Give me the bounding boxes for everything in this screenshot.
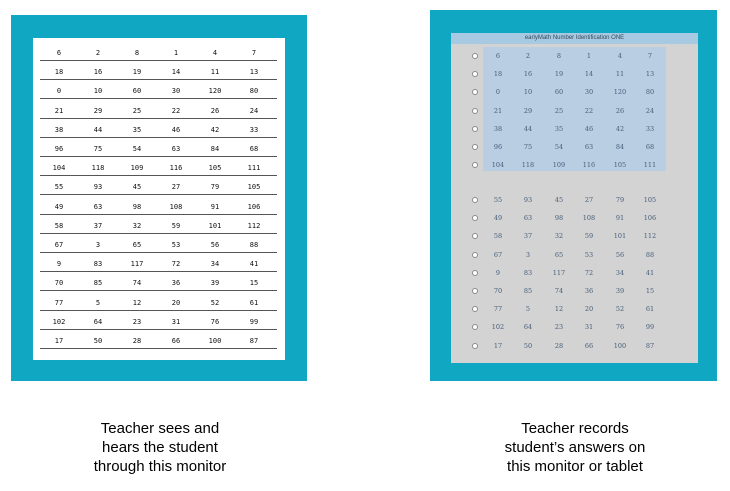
sheet-number: 111: [247, 164, 261, 173]
answer-cell[interactable]: 56: [615, 250, 625, 259]
sheet-number: 8: [134, 49, 140, 57]
answer-cell[interactable]: 21: [493, 106, 503, 115]
sheet-row: [40, 253, 277, 272]
answer-cell[interactable]: 7: [647, 52, 653, 60]
sheet-number: 6: [56, 49, 62, 57]
answer-cell[interactable]: 25: [554, 106, 564, 115]
sheet-row: [40, 119, 277, 138]
answer-row: [451, 49, 698, 63]
answer-cell[interactable]: 79: [615, 196, 625, 204]
sheet-number: 118: [91, 164, 105, 173]
row-select-radio[interactable]: [472, 324, 478, 330]
sheet-number: 106: [247, 202, 261, 211]
sheet-number: 75: [93, 145, 103, 153]
recording-app-screen: [451, 33, 698, 363]
sheet-number: 63: [171, 145, 181, 153]
sheet-number: 30: [171, 87, 181, 96]
answer-cell[interactable]: 112: [643, 232, 657, 241]
sheet-row: [40, 292, 277, 311]
sheet-number: 0: [56, 87, 62, 96]
row-select-radio[interactable]: [472, 126, 478, 132]
sheet-number: 18: [54, 68, 64, 77]
answer-cell[interactable]: 9: [495, 268, 501, 277]
answer-cell[interactable]: 91: [615, 214, 625, 223]
sheet-row: [40, 330, 277, 349]
sheet-number: 60: [132, 87, 142, 96]
sheet-number: 31: [171, 317, 181, 326]
sheet-number: 117: [130, 260, 144, 269]
sheet-number: 5: [95, 298, 101, 307]
answer-row: [451, 302, 698, 316]
sheet-number: 17: [54, 337, 64, 345]
answer-cell[interactable]: 29: [523, 106, 533, 115]
sheet-number: 42: [210, 125, 220, 134]
answer-row: [451, 320, 698, 334]
sheet-number: 76: [210, 317, 220, 326]
answer-cell[interactable]: 101: [613, 232, 627, 241]
answer-cell[interactable]: 46: [584, 124, 594, 133]
recording-monitor: [430, 10, 717, 381]
sheet-row: [40, 100, 277, 119]
answer-cell[interactable]: 45: [554, 196, 564, 204]
sheet-number: 50: [93, 337, 103, 345]
answer-cell[interactable]: 88: [645, 250, 655, 259]
row-select-radio[interactable]: [472, 343, 478, 349]
sheet-number: 99: [249, 317, 259, 326]
answer-cell[interactable]: 104: [491, 161, 505, 170]
answer-cell[interactable]: 4: [617, 52, 623, 60]
sheet-number: 16: [93, 68, 103, 77]
sheet-number: 105: [247, 183, 261, 192]
answer-cell[interactable]: 22: [584, 106, 594, 115]
answer-cell[interactable]: 61: [645, 305, 655, 314]
sheet-number: 7: [251, 49, 257, 57]
answer-cell[interactable]: 70: [493, 287, 503, 295]
row-select-radio[interactable]: [472, 288, 478, 294]
answer-cell[interactable]: 20: [584, 305, 594, 314]
sheet-row: [40, 138, 277, 157]
answer-cell[interactable]: 19: [554, 70, 564, 79]
answer-cell[interactable]: 31: [584, 323, 594, 332]
sheet-number: 108: [169, 202, 183, 211]
sheet-row: [40, 196, 277, 215]
answer-cell[interactable]: 87: [645, 341, 655, 350]
answer-cell[interactable]: 55: [493, 196, 503, 204]
answer-row: [451, 284, 698, 298]
sheet-number: 120: [208, 87, 222, 96]
answer-cell[interactable]: 41: [645, 268, 655, 277]
answer-cell[interactable]: 54: [554, 143, 564, 151]
answer-cell[interactable]: 36: [584, 287, 594, 295]
row-select-radio[interactable]: [472, 144, 478, 150]
sheet-number: 100: [208, 337, 222, 345]
sheet-number: 21: [54, 106, 64, 115]
answer-cell[interactable]: 16: [523, 70, 533, 79]
answer-cell[interactable]: 105: [643, 196, 657, 204]
sheet-number: 25: [132, 106, 142, 115]
sheet-row: [40, 61, 277, 80]
sheet-number: 91: [210, 202, 220, 211]
sheet-row: [40, 157, 277, 176]
sheet-number: 101: [208, 221, 222, 230]
answer-cell[interactable]: 109: [552, 161, 566, 170]
sheet-number: 11: [210, 68, 220, 77]
left-caption: Teacher sees and hears the student through this monitor: [93, 420, 227, 475]
sheet-number: 23: [132, 317, 142, 326]
sheet-number: 109: [130, 164, 144, 173]
answer-cell[interactable]: 116: [582, 161, 596, 170]
answer-cell[interactable]: 38: [493, 124, 503, 133]
answer-cell[interactable]: 14: [584, 70, 594, 79]
answer-cell[interactable]: 64: [523, 323, 533, 332]
sheet-number: 65: [132, 241, 142, 249]
answer-cell[interactable]: 30: [584, 88, 594, 97]
row-select-radio[interactable]: [472, 306, 478, 312]
answer-cell[interactable]: 5: [525, 305, 531, 314]
sheet-number: 29: [93, 106, 103, 115]
answer-cell[interactable]: 72: [584, 268, 594, 277]
sheet-number: 80: [249, 87, 259, 96]
answer-cell[interactable]: 13: [645, 70, 655, 79]
sheet-number: 55: [54, 183, 64, 192]
answer-cell[interactable]: 98: [554, 214, 564, 223]
row-select-radio[interactable]: [472, 89, 478, 95]
answer-cell[interactable]: 85: [523, 287, 533, 295]
answer-cell[interactable]: 74: [554, 287, 564, 295]
answer-cell[interactable]: 33: [645, 124, 655, 133]
sheet-number: 26: [210, 106, 220, 115]
answer-cell[interactable]: 117: [552, 268, 566, 277]
sheet-number: 79: [210, 183, 220, 192]
answer-cell[interactable]: 65: [554, 250, 564, 259]
row-select-radio[interactable]: [472, 162, 478, 168]
sheet-number: 20: [171, 298, 181, 307]
answer-cell[interactable]: 3: [525, 250, 531, 259]
answer-cell[interactable]: 63: [523, 214, 533, 223]
row-select-radio[interactable]: [472, 197, 478, 203]
sheet-number: 68: [249, 145, 259, 153]
sheet-number: 38: [54, 125, 64, 134]
answer-cell[interactable]: 15: [645, 287, 655, 295]
answer-row: [451, 158, 698, 172]
answer-row: [451, 339, 698, 353]
answer-cell[interactable]: 11: [615, 70, 625, 79]
answer-cell[interactable]: 59: [584, 232, 594, 241]
answer-cell[interactable]: 18: [493, 70, 503, 79]
answer-cell[interactable]: 23: [554, 323, 564, 332]
sheet-number: 59: [171, 221, 181, 230]
sheet-number: 85: [93, 279, 103, 288]
sheet-number: 19: [132, 68, 142, 77]
answer-cell[interactable]: 108: [582, 214, 596, 223]
sheet-number: 22: [171, 106, 181, 115]
answer-cell[interactable]: 76: [615, 323, 625, 332]
answer-cell[interactable]: 93: [523, 196, 533, 204]
sheet-number: 77: [54, 298, 64, 307]
answer-cell[interactable]: 32: [554, 232, 564, 241]
sheet-number: 58: [54, 221, 64, 230]
answer-cell[interactable]: 27: [584, 196, 594, 204]
answer-cell[interactable]: 34: [615, 268, 625, 277]
sheet-number: 37: [93, 221, 103, 230]
answer-cell[interactable]: 35: [554, 124, 564, 133]
sheet-row: [40, 80, 277, 99]
right-caption: Teacher records student’s answers on this monitor or tablet: [504, 420, 646, 475]
sheet-number: 102: [52, 317, 66, 326]
answer-cell[interactable]: 17: [493, 341, 503, 350]
sheet-number: 41: [249, 260, 259, 269]
sheet-number: 15: [249, 279, 259, 288]
answer-cell[interactable]: 106: [643, 214, 657, 223]
sheet-number: 70: [54, 279, 64, 288]
sheet-row: [40, 215, 277, 234]
number-sheet: [33, 38, 285, 360]
sheet-number: 112: [247, 221, 261, 230]
answer-row: [451, 85, 698, 99]
sheet-number: 9: [56, 260, 62, 269]
sheet-number: 28: [132, 337, 142, 345]
answer-cell[interactable]: 42: [615, 124, 625, 133]
answer-row: [451, 122, 698, 136]
sheet-number: 14: [171, 68, 181, 77]
answer-cell[interactable]: 66: [584, 341, 594, 350]
answer-row: [451, 104, 698, 118]
sheet-number: 98: [132, 202, 142, 211]
sheet-row: [40, 311, 277, 330]
answer-cell[interactable]: 96: [493, 143, 503, 151]
answer-cell[interactable]: 28: [554, 341, 564, 350]
student-view-monitor: [11, 15, 307, 381]
sheet-number: 54: [132, 145, 142, 153]
sheet-number: 105: [208, 164, 222, 173]
sheet-number: 61: [249, 298, 259, 307]
answer-cell[interactable]: 68: [645, 143, 655, 151]
sheet-number: 3: [95, 241, 101, 249]
answer-row: [451, 193, 698, 207]
sheet-number: 27: [171, 183, 181, 192]
answer-cell[interactable]: 102: [491, 323, 505, 332]
sheet-number: 53: [171, 241, 181, 249]
sheet-number: 10: [93, 87, 103, 96]
sheet-number: 66: [171, 337, 181, 345]
sheet-number: 1: [173, 49, 179, 57]
sheet-number: 36: [171, 279, 181, 288]
row-select-radio[interactable]: [472, 270, 478, 276]
answer-cell[interactable]: 60: [554, 88, 564, 97]
answer-cell[interactable]: 52: [615, 305, 625, 314]
answer-cell[interactable]: 1: [586, 52, 592, 60]
sheet-number: 24: [249, 106, 259, 115]
answer-row: [451, 140, 698, 154]
sheet-number: 116: [169, 164, 183, 173]
answer-cell[interactable]: 118: [521, 161, 535, 170]
answer-cell[interactable]: 24: [645, 106, 655, 115]
answer-cell[interactable]: 111: [643, 161, 657, 170]
sheet-number: 83: [93, 260, 103, 269]
sheet-number: 52: [210, 298, 220, 307]
row-select-radio[interactable]: [472, 233, 478, 239]
row-select-radio[interactable]: [472, 53, 478, 59]
answer-cell[interactable]: 77: [493, 305, 503, 314]
answer-cell[interactable]: 84: [615, 143, 625, 151]
sheet-number: 88: [249, 241, 259, 249]
sheet-number: 33: [249, 125, 259, 134]
sheet-number: 44: [93, 125, 103, 134]
answer-cell[interactable]: 50: [523, 341, 533, 350]
row-select-radio[interactable]: [472, 215, 478, 221]
answer-cell[interactable]: 63: [584, 143, 594, 151]
sheet-number: 49: [54, 202, 64, 211]
answer-cell[interactable]: 37: [523, 232, 533, 241]
sheet-row: [40, 234, 277, 253]
sheet-number: 84: [210, 145, 220, 153]
sheet-number: 63: [93, 202, 103, 211]
answer-cell[interactable]: 12: [554, 305, 564, 314]
sheet-number: 32: [132, 221, 142, 230]
answer-cell[interactable]: 80: [645, 88, 655, 97]
answer-cell[interactable]: 53: [584, 250, 594, 259]
sheet-number: 2: [95, 49, 101, 57]
answer-cell[interactable]: 58: [493, 232, 503, 241]
sheet-number: 93: [93, 183, 103, 192]
sheet-row: [40, 272, 277, 291]
sheet-number: 45: [132, 183, 142, 192]
row-select-radio[interactable]: [472, 108, 478, 114]
sheet-number: 4: [212, 49, 218, 57]
sheet-number: 34: [210, 260, 220, 269]
answer-row: [451, 211, 698, 225]
answer-cell[interactable]: 10: [523, 88, 533, 97]
sheet-number: 67: [54, 241, 64, 249]
answer-row: [451, 248, 698, 262]
answer-cell[interactable]: 75: [523, 143, 533, 151]
answer-row: [451, 67, 698, 81]
sheet-number: 35: [132, 125, 142, 134]
sheet-number: 74: [132, 279, 142, 288]
row-select-radio[interactable]: [472, 252, 478, 258]
answer-cell[interactable]: 49: [493, 214, 503, 223]
app-title-bar: earlyMath Number Identification ONE: [451, 33, 698, 44]
answer-row: [451, 266, 698, 280]
sheet-row: [40, 176, 277, 195]
answer-cell[interactable]: 120: [613, 88, 627, 97]
answer-cell[interactable]: 39: [615, 287, 625, 295]
answer-cell[interactable]: 2: [525, 52, 531, 60]
sheet-number: 87: [249, 337, 259, 345]
answer-cell[interactable]: 8: [556, 52, 562, 60]
sheet-number: 46: [171, 125, 181, 134]
answer-cell[interactable]: 105: [613, 161, 627, 170]
answer-cell[interactable]: 0: [495, 88, 501, 97]
answer-row: [451, 229, 698, 243]
answer-cell[interactable]: 67: [493, 250, 503, 259]
sheet-number: 104: [52, 164, 66, 173]
row-select-radio[interactable]: [472, 71, 478, 77]
answer-cell[interactable]: 44: [523, 124, 533, 133]
answer-cell[interactable]: 99: [645, 323, 655, 332]
answer-cell[interactable]: 83: [523, 268, 533, 277]
answer-cell[interactable]: 26: [615, 106, 625, 115]
sheet-number: 56: [210, 241, 220, 249]
sheet-number: 72: [171, 260, 181, 269]
answer-cell[interactable]: 6: [495, 52, 501, 60]
sheet-number: 96: [54, 145, 64, 153]
answer-cell[interactable]: 100: [613, 341, 627, 350]
sheet-number: 12: [132, 298, 142, 307]
sheet-number: 13: [249, 68, 259, 77]
sheet-row: [40, 42, 277, 61]
sheet-number: 64: [93, 317, 103, 326]
sheet-number: 39: [210, 279, 220, 288]
